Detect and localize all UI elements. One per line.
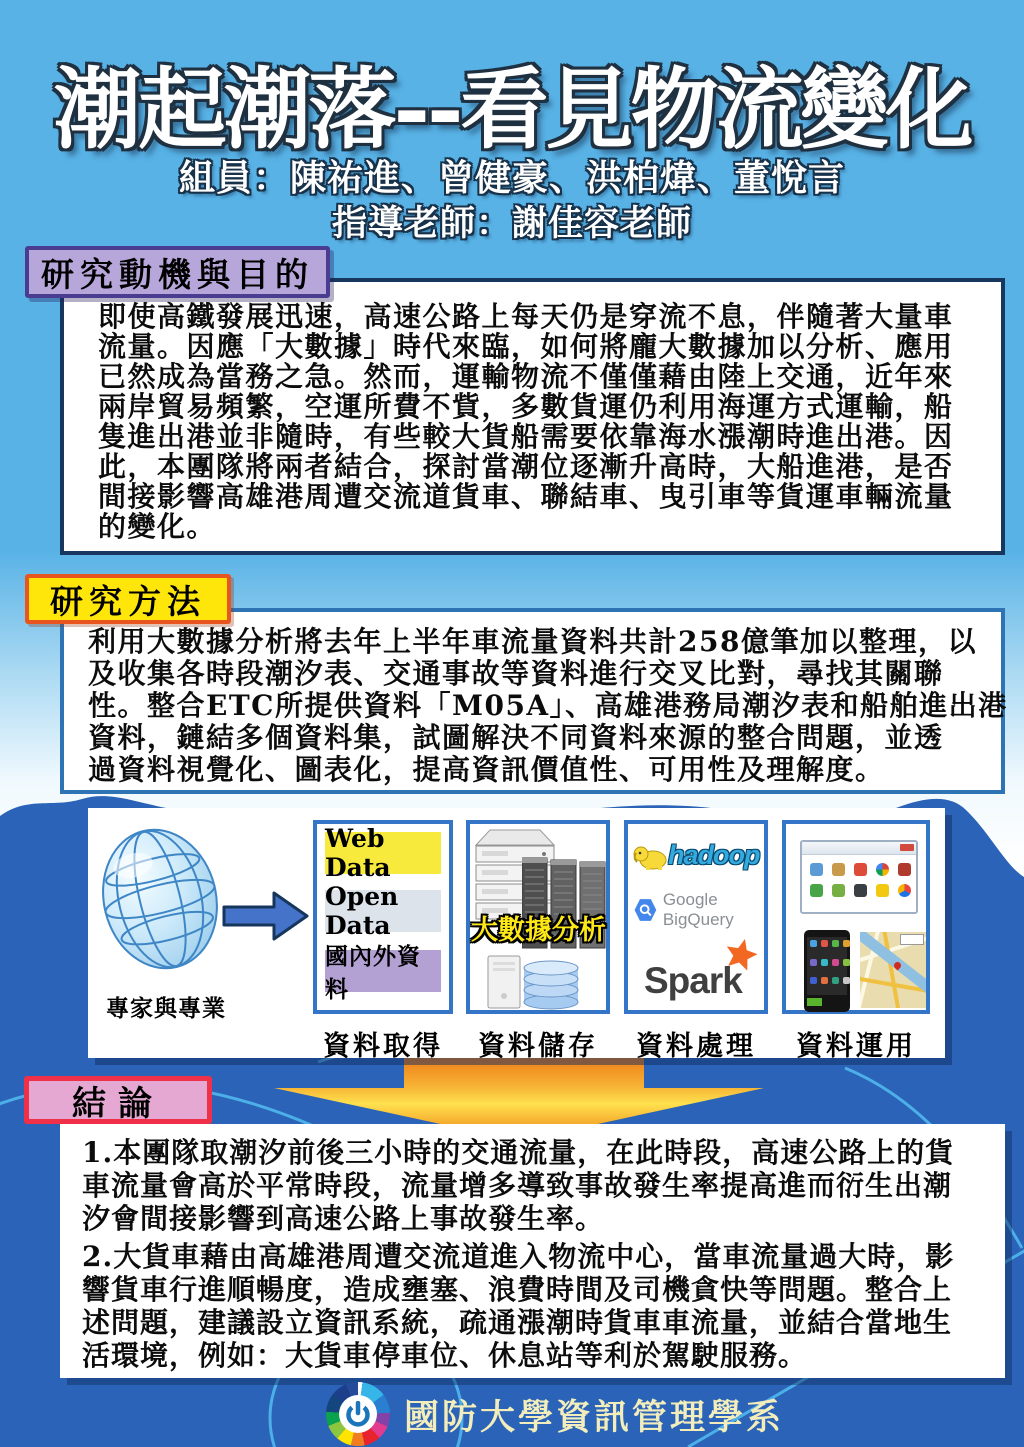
bigquery-hexagon-icon — [633, 894, 658, 926]
hadoop-wordmark: hadoop — [668, 840, 760, 870]
body-line: 1.本團隊取潮汐前後三小時的交通流量，在此時段，高速公路上的貨 — [82, 1136, 955, 1169]
app-icon — [832, 863, 845, 876]
method-text-box — [60, 608, 1008, 794]
body-line: 即使高鐵發展迅速，高速公路上每天仍是穿流不息，伴隨著大量車 — [98, 300, 954, 333]
stage-box-processing — [624, 820, 768, 1014]
browser-screenshot — [800, 840, 918, 914]
body-line: 車流量會高於平常時段，流量增多導致事故發生率提高進而衍生出潮 — [82, 1169, 953, 1202]
body-line: 過資料視覺化、圖表化，提高資訊價值性、可用性及理解度。 — [88, 753, 885, 786]
body-line: 響貨車行進順暢度，造成壅塞、浪費時間及司機貪快等問題。整合上 — [82, 1273, 953, 1306]
poster-title: 潮起潮落--看見物流變化 — [53, 57, 971, 161]
star-icon — [722, 936, 760, 974]
app-icon — [876, 884, 889, 897]
app-icon — [876, 863, 889, 876]
app-icon-grid — [802, 855, 916, 897]
app-icon — [898, 863, 911, 876]
app-icon — [810, 884, 823, 897]
chip-domestic-data: 國內外資料 — [325, 950, 441, 992]
section-heading-conclusion-label: 結論 — [72, 1083, 164, 1124]
flow-arrow-icon — [222, 890, 310, 942]
stage-box-acquisition — [313, 820, 453, 1014]
stage-label-storage: 資料儲存 — [478, 1031, 598, 1062]
section-heading-method — [25, 574, 231, 624]
body-line: 利用大數據分析將去年上半年車流量資料共計258億筆加以整理，以 — [88, 625, 977, 658]
body-line: 2.大貨車藉由高雄港周遭交流道進入物流中心，當車流量過大時，影 — [82, 1240, 955, 1273]
app-icon — [854, 884, 867, 897]
department-name: 國防大學資訊管理學系 — [404, 1397, 785, 1438]
stage-label-processing: 資料處理 — [636, 1031, 756, 1062]
body-line: 流量。因應「大數據」時代來臨，如何將龐大數據加以分析、應用 — [98, 330, 954, 363]
section-heading-method-label: 研究方法 — [50, 581, 206, 621]
hadoop-logo — [632, 840, 759, 871]
elephant-icon — [632, 841, 668, 871]
app-icon — [854, 863, 867, 876]
stage-label-acquisition: 資料取得 — [323, 1031, 443, 1062]
pipeline-diagram — [88, 808, 945, 1062]
members-line: 組員：陳祐進、曾健豪、洪柏煒、董悅言 — [178, 157, 845, 199]
browser-titlebar — [802, 842, 916, 855]
body-line: 資料，鏈結多個資料集，試圖解決不同資料來源的整合問題，並透 — [88, 721, 944, 754]
bigquery-wordmark: Google BigQuery — [662, 890, 734, 929]
stage-box-application — [782, 820, 930, 1014]
body-line: 活環境，例如：大貨車停車位、休息站等利於駕駛服務。 — [82, 1339, 808, 1372]
phone-screenshot — [804, 930, 850, 1012]
phone-screen — [807, 937, 847, 995]
big-data-overlay-label: 大數據分析 — [471, 915, 606, 946]
bigquery-logo — [633, 890, 764, 930]
map-screenshot — [860, 932, 926, 1008]
globe-icon — [100, 824, 220, 974]
power-symbol-icon — [339, 1395, 377, 1433]
body-line: 兩岸貿易頻繁，空運所費不貲，多數貨運仍利用海運方式運輸，船 — [98, 390, 954, 423]
stage-label-application: 資料運用 — [796, 1031, 916, 1062]
body-line: 隻進出港並非隨時，有些較大貨船需要依靠海水漲潮時進出港。因 — [98, 420, 954, 453]
body-line: 性。整合ETC所提供資料「M05A」、高雄港務局潮汐表和船舶進出港 — [88, 689, 1008, 722]
app-icon — [832, 884, 845, 897]
close-icon — [900, 844, 914, 851]
advisor-line: 指導老師：謝佳容老師 — [331, 203, 692, 244]
database-icon — [486, 952, 586, 1010]
chip-web-data: Web Data — [325, 832, 441, 874]
spark-wordmark: Spark — [644, 960, 742, 1001]
body-line: 及收集各時段潮汐表、交通事故等資料進行交叉比對，尋找其關聯 — [88, 657, 944, 690]
expert-label: 專家與專業 — [106, 995, 226, 1022]
conclusion-text-box — [60, 1124, 1005, 1378]
section-heading-motivation-label: 研究動機與目的 — [41, 254, 314, 294]
body-line: 間接影響高雄港周遭交流道貨車、聯結車、曳引車等貨運車輛流量 — [98, 480, 954, 513]
map-legend — [900, 934, 924, 945]
body-line: 此，本團隊將兩者結合，探討當潮位逐漸升高時，大船進港，是否 — [98, 450, 954, 483]
body-line: 述問題，建議設立資訊系統，疏通漲潮時貨車車流量，並結合當地生 — [82, 1306, 953, 1339]
section-heading-conclusion — [24, 1076, 212, 1124]
body-line: 汐會間接影響到高速公路上事故發生率。 — [82, 1202, 605, 1235]
section-heading-motivation — [25, 246, 330, 298]
app-icon — [810, 863, 823, 876]
department-logo-icon — [326, 1382, 390, 1446]
stage-box-storage — [466, 820, 610, 1014]
app-icon — [898, 884, 911, 897]
phone-bottom-bar — [807, 998, 822, 1006]
motivation-text-box — [60, 278, 1005, 555]
chip-open-data: Open Data — [325, 890, 441, 932]
body-line: 的變化。 — [98, 510, 217, 543]
spark-logo — [644, 940, 756, 1006]
body-line: 已然成為當務之急。然而，運輸物流不僅僅藉由陸上交通，近年來 — [98, 360, 954, 393]
